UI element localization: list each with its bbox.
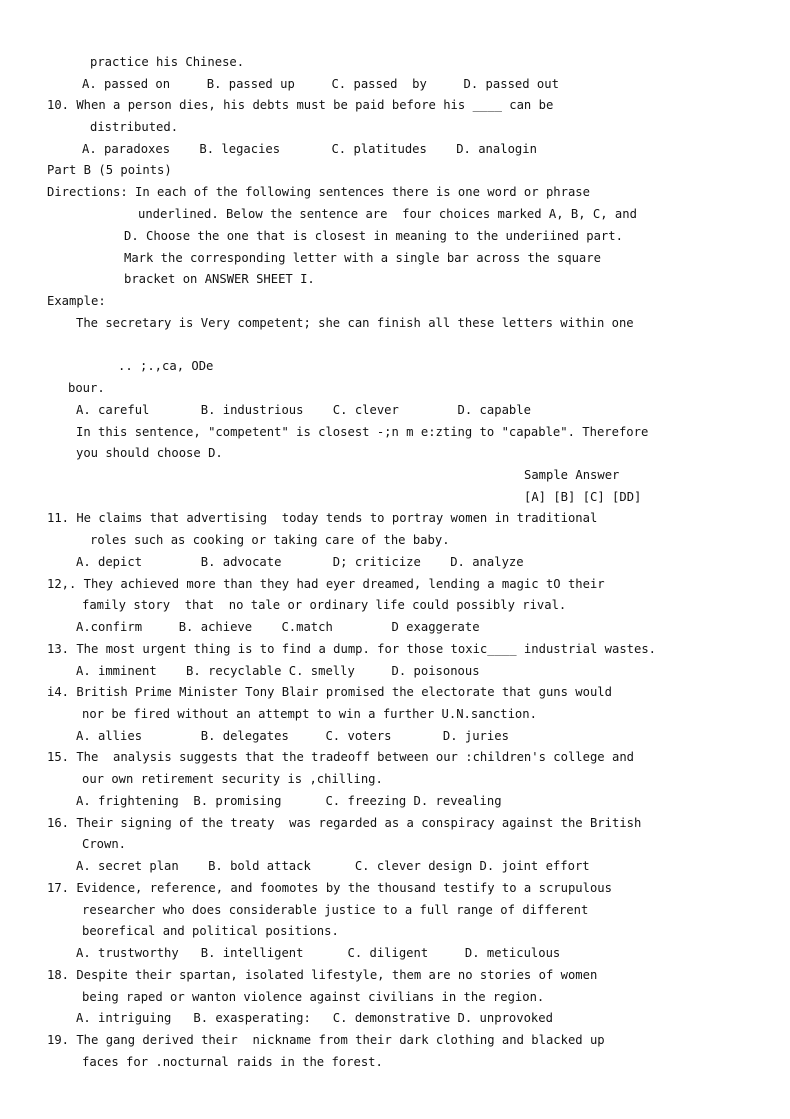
question-18-stem: 18. Despite their spartan, isolated lifestyle, them are no stories of women xyxy=(47,968,598,982)
question-15-stem: 15. The analysis suggests that the tradeoff between our :children's college and xyxy=(47,750,634,764)
text-line: D. Choose the one that is closest in meaning to the underiined part. xyxy=(124,229,623,243)
text-line: nor be fired without an attempt to win a further U.N.sanction. xyxy=(82,707,537,721)
text-line: .. ;.,ca, ODe xyxy=(118,359,214,373)
question-14-stem: i4. British Prime Minister Tony Blair promised the electorate that guns would xyxy=(47,685,612,699)
example-options: A. careful B. industrious C. clever D. capable xyxy=(76,403,531,417)
text-line: distributed. xyxy=(90,120,179,134)
question-19-stem: 19. The gang derived their nickname from their dark clothing and blacked up xyxy=(47,1033,605,1047)
question-12-stem: 12,. They achieved more than they had eyer dreamed, lending a magic tO their xyxy=(47,577,605,591)
section-heading: Part B (5 points) xyxy=(47,163,172,177)
directions: Directions: In each of the following sentences there is one word or phrase xyxy=(47,185,590,199)
question-17-options: A. trustworthy B. intelligent C. diligent D. meticulous xyxy=(76,946,561,960)
question-13-options: A. imminent B. recyclable C. smelly D. poisonous xyxy=(76,664,480,678)
text-line: faces for .nocturnal raids in the forest. xyxy=(82,1055,383,1069)
text-line: family story that no tale or ordinary life could possibly rival. xyxy=(82,598,567,612)
question-16-stem: 16. Their signing of the treaty was regarded as a conspiracy against the British xyxy=(47,816,642,830)
question-10-options: A. paradoxes B. legacies C. platitudes D. analogin xyxy=(82,142,537,156)
question-17-stem: 17. Evidence, reference, and foomotes by the thousand testify to a scrupulous xyxy=(47,881,612,895)
question-12-options: A.confirm B. achieve C.match D exaggerate xyxy=(76,620,480,634)
text-line: bour. xyxy=(68,381,105,395)
question-16-options: A. secret plan B. bold attack C. clever design D. joint effort xyxy=(76,859,590,873)
text-line: being raped or wanton violence against civilians in the region. xyxy=(82,990,545,1004)
text-line: In this sentence, "competent" is closest -;n m e:zting to "capable". Therefore xyxy=(76,425,649,439)
text-line: our own retirement security is ,chilling. xyxy=(82,772,383,786)
question-11-options: A. depict B. advocate D; criticize D. analyze xyxy=(76,555,524,569)
question-9-options: A. passed on B. passed up C. passed by D. passed out xyxy=(82,77,559,91)
sample-answer-label: Sample Answer xyxy=(524,468,620,482)
question-15-options: A. frightening B. promising C. freezing D. revealing xyxy=(76,794,502,808)
text-line: beorefical and political positions. xyxy=(82,924,339,938)
text-line: Mark the corresponding letter with a single bar across the square xyxy=(124,251,601,265)
question-11-stem: 11. He claims that advertising today tends to portray women in traditional xyxy=(47,511,598,525)
question-13-stem: 13. The most urgent thing is to find a dump. for those toxic____ industrial wastes. xyxy=(47,642,657,656)
text-line: roles such as cooking or taking care of the baby. xyxy=(90,533,450,547)
text-line: underlined. Below the sentence are four choices marked A, B, C, and xyxy=(138,207,637,221)
question-18-options: A. intriguing B. exasperating: C. demonstrative D. unprovoked xyxy=(76,1011,553,1025)
text-line: practice his Chinese. xyxy=(90,55,245,69)
question-10-stem: 10. When a person dies, his debts must be paid before his ____ can be xyxy=(47,98,554,112)
example-heading: Example: xyxy=(47,294,106,308)
text-line: bracket on ANSWER SHEET I. xyxy=(124,272,315,286)
example-sentence: The secretary is Very competent; she can finish all these letters within one xyxy=(76,316,634,330)
sample-answer-brackets: [A] [B] [C] [DD] xyxy=(524,490,642,504)
text-line: you should choose D. xyxy=(76,446,223,460)
text-line: Crown. xyxy=(82,837,127,851)
question-14-options: A. allies B. delegates C. voters D. juries xyxy=(76,729,509,743)
text-line: researcher who does considerable justice to a full range of different xyxy=(82,903,589,917)
